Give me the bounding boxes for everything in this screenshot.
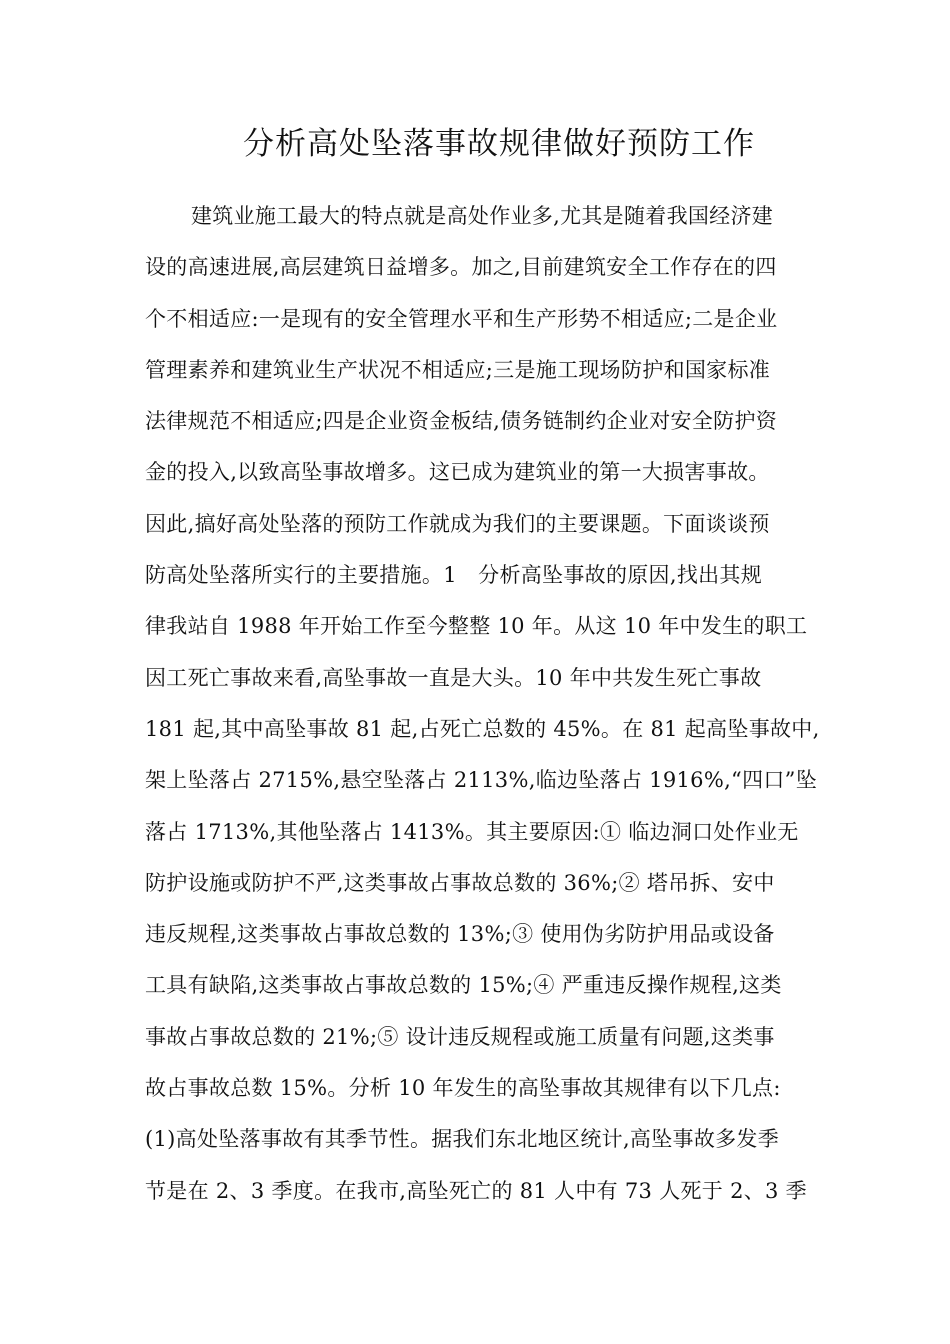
text-line: 架上坠落占 2715%,悬空坠落占 2113%,临边坠落占 1916%,“四口”坠 xyxy=(145,768,818,793)
text-line: 法律规范不相适应;四是企业资金板结,债务链制约企业对安全防护资 xyxy=(145,409,778,434)
text-line: 防高处坠落所实行的主要措施。1 分析高坠事故的原因,找出其规 xyxy=(145,563,763,588)
text-line: 故占事故总数 15%。分析 10 年发生的高坠事故其规律有以下几点: xyxy=(145,1076,781,1101)
text-line: 违反规程,这类事故占事故总数的 13%;③ 使用伪劣防护用品或设备 xyxy=(145,922,775,947)
text-line: 防护设施或防护不严,这类事故占事故总数的 36%;② 塔吊拆、安中 xyxy=(145,870,775,895)
text-line: 因工死亡事故来看,高坠事故一直是大头。10 年中共发生死亡事故 xyxy=(145,665,762,690)
text-line: 管理素养和建筑业生产状况不相适应;三是施工现场防护和国家标准 xyxy=(145,357,771,382)
text-line: (1)高处坠落事故有其季节性。据我们东北地区统计,高坠事故多发季 xyxy=(145,1127,780,1152)
text-line: 工具有缺陷,这类事故占事故总数的 15%;④ 严重违反操作规程,这类 xyxy=(145,973,782,998)
text-line: 设的高速进展,高层建筑日益增多。加之,目前建筑安全工作存在的四 xyxy=(145,255,777,280)
text-line: 因此,搞好高处坠落的预防工作就成为我们的主要课题。下面谈谈预 xyxy=(145,511,770,536)
document-body xyxy=(145,194,820,1220)
text-line: 个不相适应:一是现有的安全管理水平和生产形势不相适应;二是企业 xyxy=(145,306,778,331)
text-line: 建筑业施工最大的特点就是高处作业多,尤其是随着我国经济建 xyxy=(191,204,774,228)
text-line: 181 起,其中高坠事故 81 起,占死亡总数的 45%。在 81 起高坠事故中, xyxy=(145,716,820,741)
document-title: 分析高处坠落事故规律做好预防工作 xyxy=(243,126,755,162)
text-line: 落占 1713%,其他坠落占 1413%。其主要原因:① 临边洞口处作业无 xyxy=(145,819,799,844)
text-line: 律我站自 1988 年开始工作至今整整 10 年。从这 10 年中发生的职工 xyxy=(145,614,808,639)
text-line: 节是在 2、3 季度。在我市,高坠死亡的 81 人中有 73 人死于 2、3 季 xyxy=(145,1178,807,1203)
text-line: 金的投入,以致高坠事故增多。这已成为建筑业的第一大损害事故。 xyxy=(145,460,770,485)
text-line: 事故占事故总数的 21%;⑤ 设计违反规程或施工质量有问题,这类事 xyxy=(145,1024,775,1049)
